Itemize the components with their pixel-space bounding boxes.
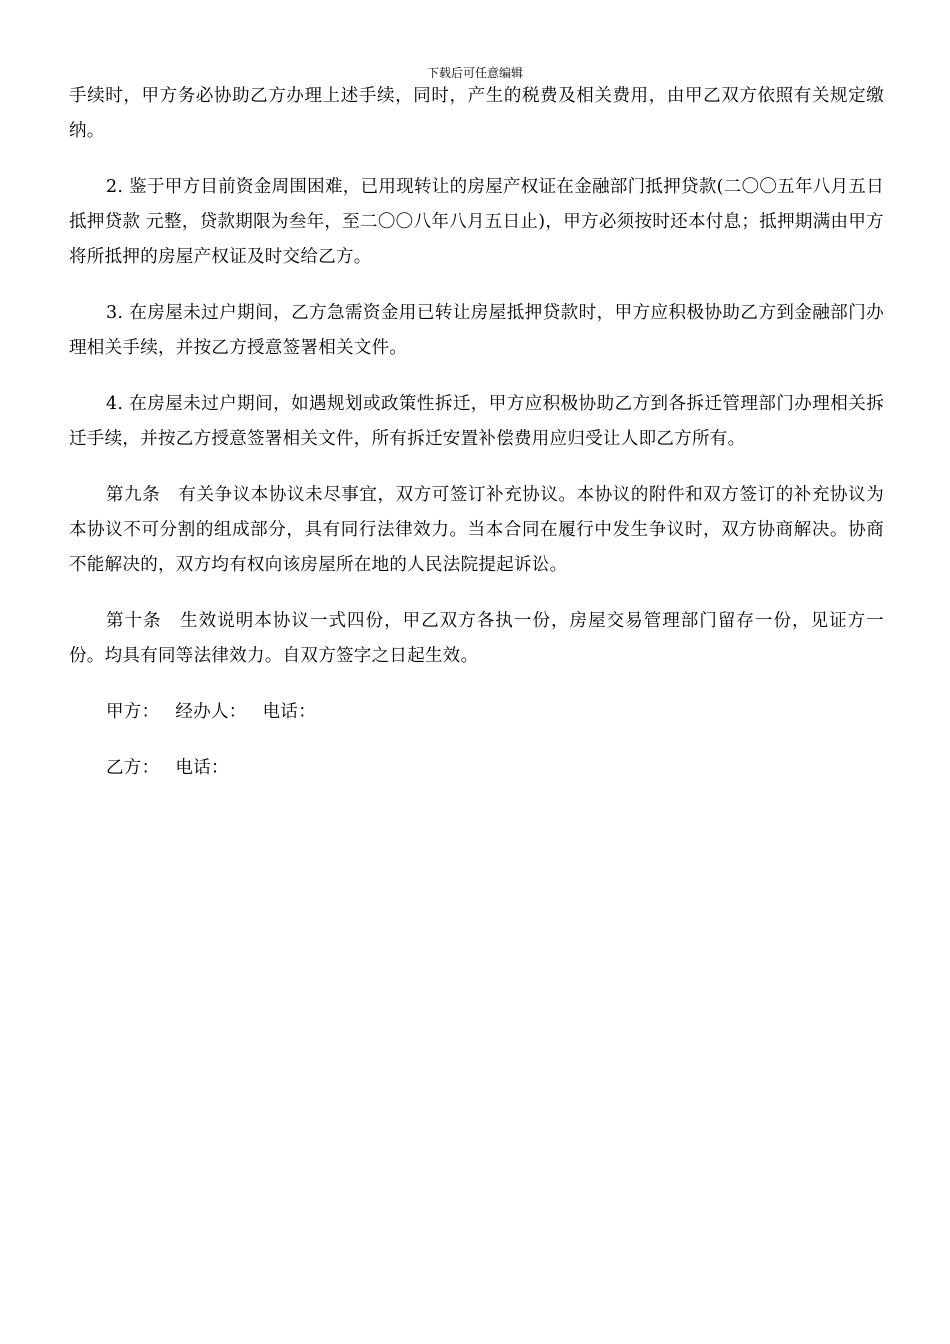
paragraph-clause-2: 2. 鉴于甲方目前资金周围困难，已用现转让的房屋产权证在金融部门抵押贷款(二〇〇五年八月五日抵押贷款 元整，贷款期限为叁年，至二〇〇八年八月五日止)，甲方必须按时还本付息；抵押期满由甲方将所抵押的房屋产权证及时交给乙方。 bbox=[69, 177, 884, 267]
paragraph-continuation: 手续时，甲方务必协助乙方办理上述手续，同时，产生的税费及相关费用，由甲乙双方依照有关规定缴纳。 bbox=[69, 86, 884, 141]
party-a-agent-label: 经办人： bbox=[175, 702, 247, 722]
party-b-label: 乙方： bbox=[106, 758, 160, 778]
party-a-label: 甲方： bbox=[106, 702, 160, 722]
signature-party-a bbox=[69, 695, 884, 730]
page-header-note: 下载后可任意编辑 bbox=[426, 66, 523, 80]
paragraph-clause-4: 4. 在房屋未过户期间，如遇规划或政策性拆迁，甲方应积极协助乙方到各拆迁管理部门办理相关拆迁手续，并按乙方授意签署相关文件，所有拆迁安置补偿费用应归受让人即乙方所有。 bbox=[69, 394, 884, 449]
party-a-phone-label: 电话： bbox=[262, 702, 317, 722]
document-body bbox=[69, 79, 884, 807]
paragraph-article-10: 第十条 生效说明本协议一式四份，甲乙双方各执一份，房屋交易管理部门留存一份，见证方一份。均具有同等法律效力。自双方签字之日起生效。 bbox=[69, 611, 884, 666]
paragraph-clause-3: 3. 在房屋未过户期间，乙方急需资金用已转让房屋抵押贷款时，甲方应积极协助乙方到金融部门办理相关手续，并按乙方授意签署相关文件。 bbox=[69, 303, 884, 358]
signature-party-b bbox=[69, 751, 884, 786]
paragraph-article-9: 第九条 有关争议本协议未尽事宜，双方可签订补充协议。本协议的附件和双方签订的补充协议为本协议不可分割的组成部分，具有同行法律效力。当本合同在履行中发生争议时，双方协商解决。协商不能解决的，双方均有权向该房屋所在地的人民法院提起诉讼。 bbox=[69, 485, 884, 575]
party-b-phone-label: 电话： bbox=[175, 758, 229, 778]
